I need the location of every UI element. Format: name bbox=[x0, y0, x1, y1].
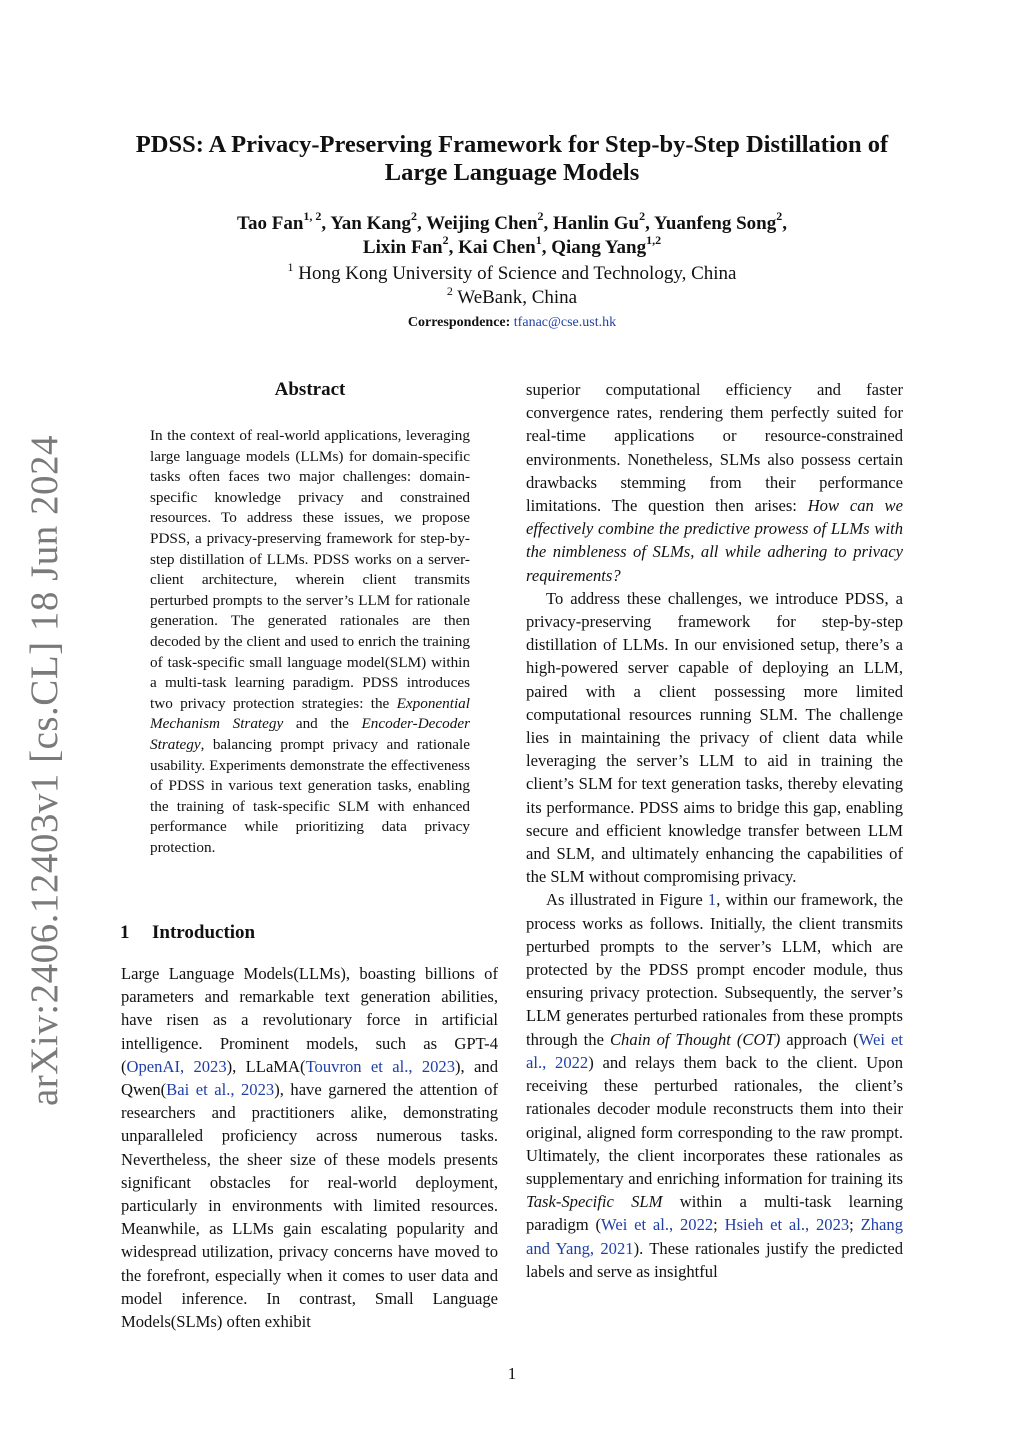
citation-link[interactable]: Wei et al., 2022 bbox=[601, 1215, 714, 1235]
author-name: Yuanfeng Song bbox=[653, 213, 777, 234]
citation-link[interactable]: Wei et al., 2022 bbox=[526, 1029, 903, 1072]
author-name: Tao Fan bbox=[237, 213, 304, 234]
correspondence-email-link[interactable]: tfanac@cse.ust.hk bbox=[513, 315, 617, 330]
page-number: 1 bbox=[507, 1364, 517, 1383]
citation-link[interactable]: Touvron et al., 2023 bbox=[305, 1056, 456, 1076]
emphasis-text: Task-Specific SLM bbox=[526, 1192, 663, 1212]
paragraph bbox=[526, 888, 903, 1282]
body-text: superior computational efficiency and faster convergence rates, rendering them perfectly suited for real-time applications or resource-constrained environments. Nonetheless, SLMs also possess certain drawbacks stemming from their performance limitations. The question then arises: bbox=[526, 380, 903, 516]
affiliations bbox=[100, 259, 924, 310]
body-text: ; bbox=[713, 1215, 725, 1235]
title-line-2: Large Language Models bbox=[384, 159, 640, 186]
author-affiliation-marker: 1, 2 bbox=[303, 208, 322, 223]
title-line-1: PDSS: A Privacy-Preserving Framework for Step-by-Step Distillation of bbox=[135, 131, 889, 158]
body-text: As illustrated in Figure bbox=[546, 890, 708, 910]
section-heading-introduction bbox=[120, 921, 500, 945]
author-line-2 bbox=[100, 232, 924, 260]
paper-title bbox=[100, 131, 924, 187]
body-text: , within our framework, the process works as follows. Initially, the client transmits perturbed prompts to the server’s LLM, which are protected by the PDSS prompt encoder module, thus ensuring privacy protection. Subsequently, the server’s LLM generates perturbed rationales from these prompts through the bbox=[526, 890, 903, 1049]
author-name: Yan Kang bbox=[330, 213, 411, 234]
body-text: and the bbox=[283, 715, 362, 733]
citation-link[interactable]: Bai et al., 2023 bbox=[166, 1080, 275, 1100]
body-text: In the context of real-world applications, leveraging large language models (LLMs) for domain-specific tasks often faces two major challenges: domain-specific knowledge privacy and constrained resources. To address these issues, we propose PDSS, a privacy-preserving framework for step-by-step distillation of LLMs. PDSS works on a server-client architecture, wherein client transmits perturbed prompts to the server’s LLM for rationale generation. The generated rationales are then decoded by the client and used to enrich the training of task-specific small language model(SLM) within a multi-task learning paradigm. PDSS introduces two privacy protection strategies: the bbox=[150, 427, 470, 712]
paragraph bbox=[526, 587, 903, 889]
author-name: Lixin Fan bbox=[362, 237, 443, 258]
author-line-1 bbox=[100, 208, 924, 236]
citation-link[interactable]: Zhang and Yang, 2021 bbox=[526, 1215, 903, 1258]
citation-link[interactable]: 1 bbox=[707, 890, 717, 910]
author-separator: , bbox=[782, 213, 787, 234]
affiliation-2 bbox=[100, 283, 924, 310]
abstract-heading: Abstract bbox=[274, 379, 346, 400]
section-number: 1 bbox=[120, 922, 130, 943]
author-affiliation-marker: 2 bbox=[537, 208, 544, 223]
body-text: approach ( bbox=[780, 1029, 859, 1049]
section-title: Introduction bbox=[152, 922, 256, 943]
body-text: ). These rationales justify the predicted labels and serve as insightful bbox=[526, 1238, 904, 1281]
author-affiliation-marker: 2 bbox=[776, 208, 783, 223]
body-text: To address these challenges, we introduce PDSS, a privacy-preserving framework for step-by-step distillation of LLMs. In our envisioned setup, there’s a high-powered server capable of deploying an LLM, paired with a client possessing more limited computational resources running SLM. The challenge lies in maintaining the privacy of client data while leveraging the server’s LLM to aid in training the client’s SLM for text generation tasks, thereby elevating its performance. PDSS aims to bridge this gap, enabling secure and efficient knowledge transfer between LLM and SLM, and ultimately enhancing the capabilities of the SLM without compromising privacy. bbox=[526, 588, 903, 887]
author-name: Kai Chen bbox=[458, 237, 536, 258]
author-name: Qiang Yang bbox=[551, 237, 647, 258]
introduction-column-2 bbox=[526, 378, 903, 1283]
abstract-body bbox=[150, 426, 470, 858]
author-separator: , bbox=[448, 237, 459, 258]
author-separator: , bbox=[541, 237, 552, 258]
introduction-column-1 bbox=[121, 962, 498, 1333]
author-name: Weijing Chen bbox=[426, 213, 538, 234]
body-text: ) and relays them back to the client. Upon receiving these perturbed rationales, the client’s rationales decoder module reconstructs them into their original, aligned form corresponding to the raw prompt. Ultimately, the client incorporates these rationales as supplementary and enriching information for training its bbox=[526, 1052, 904, 1188]
paragraph bbox=[526, 378, 903, 587]
author-affiliation-marker: 2 bbox=[442, 232, 449, 247]
correspondence bbox=[100, 314, 924, 332]
emphasis-text: Encoder-Decoder Strategy bbox=[150, 715, 471, 753]
correspondence-label: Correspondence: bbox=[407, 315, 511, 330]
affiliation-1-marker: 1 bbox=[287, 259, 294, 274]
author-separator: , bbox=[416, 213, 427, 234]
author-separator: , bbox=[321, 213, 331, 234]
affiliation-2-text: WeBank, China bbox=[457, 287, 578, 308]
emphasis-text: Chain of Thought (COT) bbox=[609, 1029, 781, 1049]
emphasis-text: Exponential Mechanism Strategy bbox=[150, 694, 470, 733]
body-text: ; bbox=[849, 1215, 861, 1235]
author-separator: , bbox=[543, 213, 554, 234]
body-text: ), LLaMA( bbox=[226, 1056, 306, 1076]
body-text: within a multi-task learning paradigm ( bbox=[526, 1192, 903, 1235]
body-text: ), and Qwen( bbox=[121, 1056, 498, 1100]
citation-link[interactable]: Hsieh et al., 2023 bbox=[724, 1215, 850, 1235]
body-text: Large Language Models(LLMs), boasting billions of parameters and remarkable text generation abilities, have risen as a revolutionary force in artificial intelligence. Prominent models, such as GPT-4 ( bbox=[121, 964, 498, 1076]
author-separator: , bbox=[645, 213, 654, 234]
body-text: , balancing prompt privacy and rationale usability. Experiments demonstrate the effectiveness of PDSS in various text generation tasks, enabling the training of task-specific SLM with enhanced performance while prioritizing data privacy protection. bbox=[150, 735, 470, 856]
affiliation-2-marker: 2 bbox=[446, 283, 453, 298]
emphasis-text: How can we effectively combine the predictive prowess of LLMs with the nimbleness of SLMs, all while adhering to privacy requirements? bbox=[526, 496, 903, 585]
author-affiliation-marker: 2 bbox=[639, 208, 646, 223]
author-affiliation-marker: 1 bbox=[535, 232, 542, 247]
author-affiliation-marker: 1,2 bbox=[646, 232, 662, 247]
citation-link[interactable]: OpenAI, 2023 bbox=[126, 1056, 227, 1076]
affiliation-1 bbox=[100, 259, 924, 286]
arxiv-stamp: arXiv:2406.12403v1 [cs.CL] 18 Jun 2024 bbox=[23, 434, 67, 1106]
author-name: Hanlin Gu bbox=[553, 213, 640, 234]
author-affiliation-marker: 2 bbox=[410, 208, 417, 223]
affiliation-1-text: Hong Kong University of Science and Technology, China bbox=[298, 263, 737, 284]
body-text: ), have garnered the attention of researchers and practitioners alike, demonstrating unparalleled proficiency across numerous tasks. Nevertheless, the sheer size of these models presents significant obstacles for real-world deployment, particularly in environments with limited resources. Meanwhile, as LLMs gain escalating popularity and widespread utilization, privacy concerns have moved to the forefront, especially when it comes to user data and model inference. In contrast, Small Language Models(SLMs) often exhibit bbox=[121, 1080, 498, 1332]
author-list bbox=[100, 208, 924, 260]
arxiv-stamp-container bbox=[10, 434, 80, 1106]
